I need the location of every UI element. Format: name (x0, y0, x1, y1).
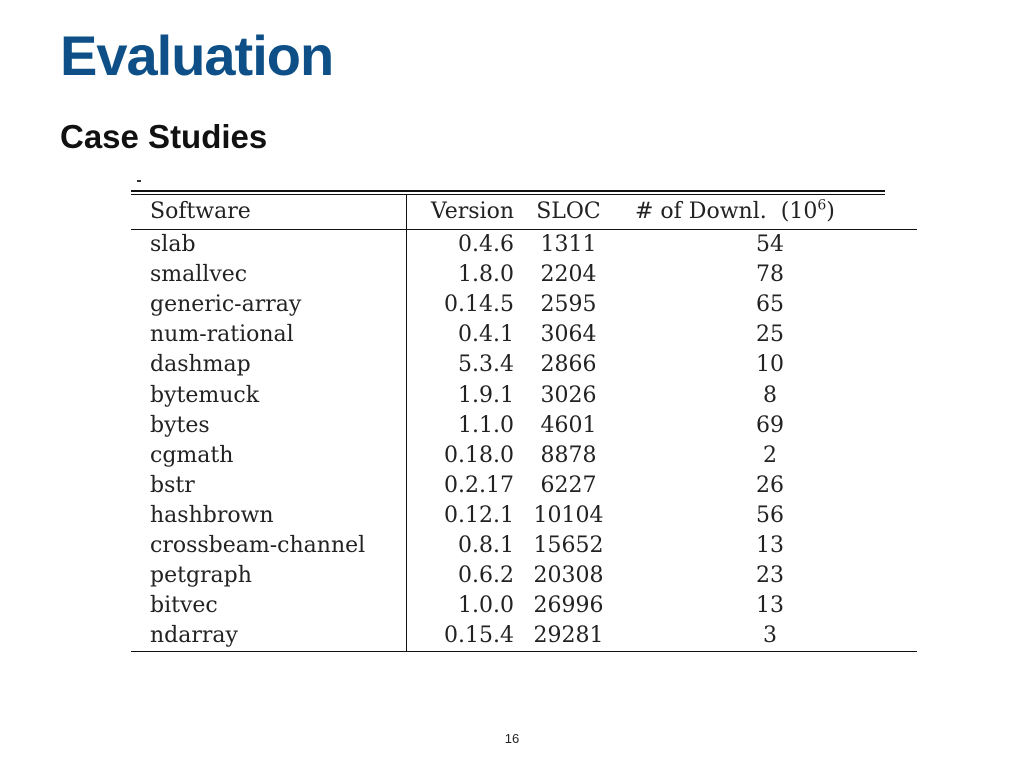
cell-sloc: 2204 (540, 262, 597, 288)
cell-sloc: 4601 (540, 412, 597, 438)
cell-version: 0.18.0 (444, 442, 514, 468)
cell-software: cgmath (131, 441, 407, 471)
table-row (131, 561, 917, 591)
table-row (131, 260, 917, 290)
cell-downloads: 2 (763, 442, 777, 468)
header-downloads-unit-exp: 6 (817, 197, 827, 214)
header-downloads-unit-base: (10 (780, 199, 818, 224)
cell-version: 5.3.4 (458, 352, 514, 378)
cell-software: crossbeam-channel (131, 531, 407, 561)
cell-downloads: 69 (756, 412, 784, 438)
cell-sloc: 20308 (533, 563, 604, 589)
header-downloads (623, 195, 917, 230)
cell-software: slab (131, 230, 407, 261)
cell-version: 0.2.17 (444, 472, 514, 498)
cell-sloc: 6227 (540, 472, 597, 498)
stray-mark (137, 180, 141, 182)
header-version: Version (407, 195, 515, 230)
cell-downloads: 78 (756, 262, 784, 288)
header-downloads-unit-close: ) (826, 199, 835, 224)
cell-downloads: 56 (756, 502, 784, 528)
cell-version: 0.14.5 (444, 292, 514, 318)
cell-software: bytes (131, 411, 407, 441)
header-sloc: SLOC (514, 195, 623, 230)
table-body (131, 230, 917, 652)
cell-sloc: 2866 (540, 352, 597, 378)
cell-sloc: 26996 (533, 593, 604, 619)
cell-software: dashmap (131, 350, 407, 380)
cell-version: 0.12.1 (444, 502, 514, 528)
table-header-row (131, 195, 917, 230)
case-studies-table (131, 190, 885, 652)
cell-version: 1.1.0 (458, 412, 514, 438)
slide-title: Evaluation (60, 24, 334, 87)
table-row (131, 380, 917, 410)
cell-version: 0.6.2 (458, 563, 514, 589)
cell-version: 0.15.4 (407, 621, 515, 652)
cell-software: bitvec (131, 591, 407, 621)
cell-downloads: 26 (756, 472, 784, 498)
cell-version: 1.8.0 (458, 262, 514, 288)
cell-sloc: 29281 (514, 621, 623, 652)
cell-sloc: 15652 (533, 532, 604, 558)
table-row (131, 621, 917, 652)
cell-downloads: 3 (623, 621, 917, 652)
cell-sloc: 3064 (540, 322, 597, 348)
cell-version: 1.9.1 (458, 382, 514, 408)
cell-downloads: 13 (756, 593, 784, 619)
cell-downloads: 8 (763, 382, 777, 408)
table-row (131, 441, 917, 471)
header-downloads-label: # of Downl. (635, 199, 767, 224)
cell-sloc: 8878 (540, 442, 597, 468)
slide-subtitle: Case Studies (60, 118, 268, 155)
cell-software: num-rational (131, 320, 407, 350)
cell-sloc: 10104 (533, 502, 604, 528)
table-row (131, 501, 917, 531)
table-row (131, 230, 917, 261)
header-software: Software (131, 195, 407, 230)
cell-downloads: 65 (756, 292, 784, 318)
table-row (131, 290, 917, 320)
page-number: 16 (504, 731, 520, 746)
data-table (131, 195, 917, 652)
table-top-rule (131, 190, 885, 192)
table-row (131, 531, 917, 561)
cell-downloads: 13 (756, 532, 784, 558)
cell-software: petgraph (131, 561, 407, 591)
cell-software: ndarray (131, 621, 407, 652)
cell-software: hashbrown (131, 501, 407, 531)
table-row (131, 411, 917, 441)
cell-sloc: 2595 (540, 292, 597, 318)
cell-version: 0.4.1 (458, 322, 514, 348)
cell-downloads: 23 (756, 563, 784, 589)
cell-software: smallvec (131, 260, 407, 290)
cell-version: 1.0.0 (458, 593, 514, 619)
cell-software: generic-array (131, 290, 407, 320)
table-row (131, 320, 917, 350)
cell-downloads: 54 (756, 232, 784, 258)
cell-version: 0.4.6 (458, 232, 514, 258)
table-row (131, 350, 917, 380)
cell-version: 0.8.1 (458, 532, 514, 558)
cell-downloads: 25 (756, 322, 784, 348)
table-row (131, 471, 917, 501)
cell-downloads: 10 (756, 352, 784, 378)
cell-software: bytemuck (131, 380, 407, 410)
cell-software: bstr (131, 471, 407, 501)
cell-sloc: 3026 (540, 382, 597, 408)
cell-sloc: 1311 (540, 232, 597, 258)
table-row (131, 591, 917, 621)
